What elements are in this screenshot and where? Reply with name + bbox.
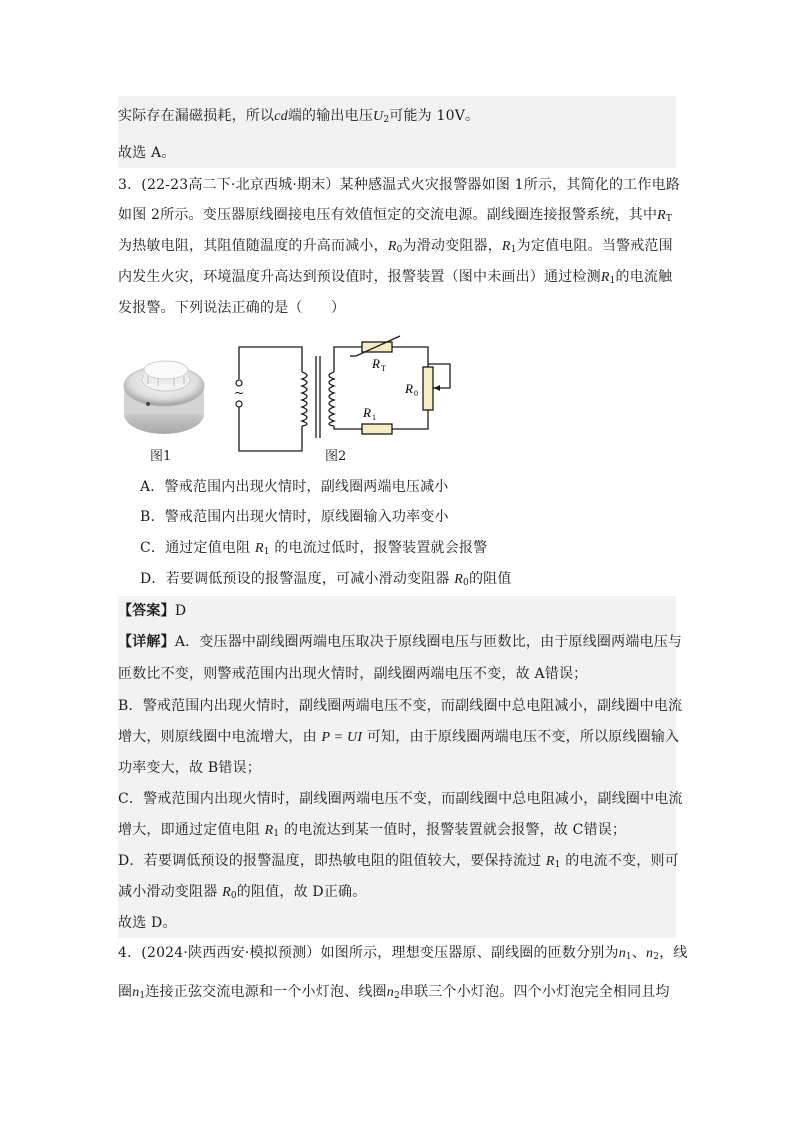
svg-text:0: 0 (414, 389, 418, 398)
terminal-bottom (236, 401, 242, 407)
secondary-coil (329, 372, 334, 426)
question-4-line-1: 4．(2024·陕西西安·模拟预测）如图所示，理想变压器原、副线圈的匝数分别为$n_1$、$n_2$，线 (118, 945, 688, 962)
smoke-detector-image (124, 361, 204, 434)
question-4-line-2: 圈$n_1$连接正弦交流电源和一个小灯泡、线圈$n_2$串联三个小灯泡。四个小灯泡完全相同且均 (118, 984, 670, 1001)
detail-line-6: C．警戒范围内出现火情时，副线圈两端电压不变，而副线圈中总电阻减小，副线圈中电流 (118, 784, 676, 814)
question-3-line-3: 为热敏电阻，其阻值随温度的升高而减小，$R_0$为滑动变阻器，$R_1$为定值电阻。当警戒范围 (118, 238, 673, 255)
question-3-line-4: 内发生火灾，环境温度升高达到预设值时，报警装置（图中未画出）通过检测$R_1$的电流触 (118, 269, 673, 286)
resistor-r1 (362, 424, 392, 434)
answer-line: 【答案】D (118, 596, 676, 626)
detail-line-8: D．若要调低预设的报警温度，即热敏电阻的阻值较大，要保持流过 $R_1$ 的电流不变，则可 (118, 846, 676, 876)
question-3-line-1: 3．(22-23高二下·北京西城·期末）某种感温式火灾报警器如图 1所示，其简化的工作电路 (118, 177, 680, 193)
label-r1: R (363, 405, 371, 420)
answer-conclusion: 故选 A。 (118, 136, 676, 168)
option-c: C．通过定值电阻 $R_1$ 的电流过低时，报警装置就会报警 (140, 540, 488, 557)
ac-symbol: ~ (234, 386, 245, 400)
detail-conclusion: 故选 D。 (118, 908, 676, 938)
circuit-diagram (239, 336, 450, 451)
label-rt: R (372, 356, 380, 371)
math-var: cd (274, 109, 288, 124)
text-line: 实际存在漏磁损耗，所以cd端的输出电压$U_2$可能为 10V。 (118, 96, 676, 136)
detail-line-1: 【详解】A．变压器中副线圈两端电压取决于原线圈电压与匝数比，由于原线圈两端电压与 (118, 626, 676, 658)
rheostat-r0 (423, 367, 433, 410)
question-3-line-2: 如图 2所示。变压器原线圈接电压有效值恒定的交流电源。副线圈连接报警系统，其中$R_T$ (118, 207, 673, 224)
option-a: A．警戒范围内出现火情时，副线圈两端电压减小 (140, 479, 449, 495)
option-b: B．警戒范围内出现火情时，原线圈输入功率变小 (140, 509, 449, 525)
detail-line-4: 增大，则原线圈中电流增大，由 P = UI 可知，由于原线圈两端电压不变，所以原线圈输入 (118, 722, 676, 752)
detail-line-5: 功率变大，故 B错误； (118, 752, 676, 784)
detail-line-2: 匝数比不变，则警戒范围内出现火情时，副线圈两端电压不变，故 A错误； (118, 658, 676, 690)
option-d: D．若要调低预设的报警温度，可减小滑动变阻器 $R_0$的阻值 (140, 571, 512, 588)
svg-text:1: 1 (372, 413, 376, 422)
svg-text:T: T (381, 364, 386, 373)
figure-1-caption: 图1 (150, 449, 172, 464)
detail-line-9: 减小滑动变阻器 $R_0$的阻值，故 D正确。 (118, 876, 676, 908)
figure-area (118, 334, 458, 466)
label-r0: R (405, 381, 413, 396)
question-3-line-5: 发报警。下列说法正确的是（ ） (118, 300, 346, 316)
formula: P = UI (321, 730, 363, 745)
figure-2-caption: 图2 (325, 449, 347, 464)
detail-line-7: 增大，即通过定值电阻 $R_1$ 的电流达到某一值时，报警装置就会报警，故 C错误； (118, 814, 676, 846)
primary-coil (302, 372, 307, 426)
detail-line-3: B．警戒范围内出现火情时，副线圈两端电压不变，而副线圈中总电阻减小，副线圈中电流 (118, 690, 676, 722)
